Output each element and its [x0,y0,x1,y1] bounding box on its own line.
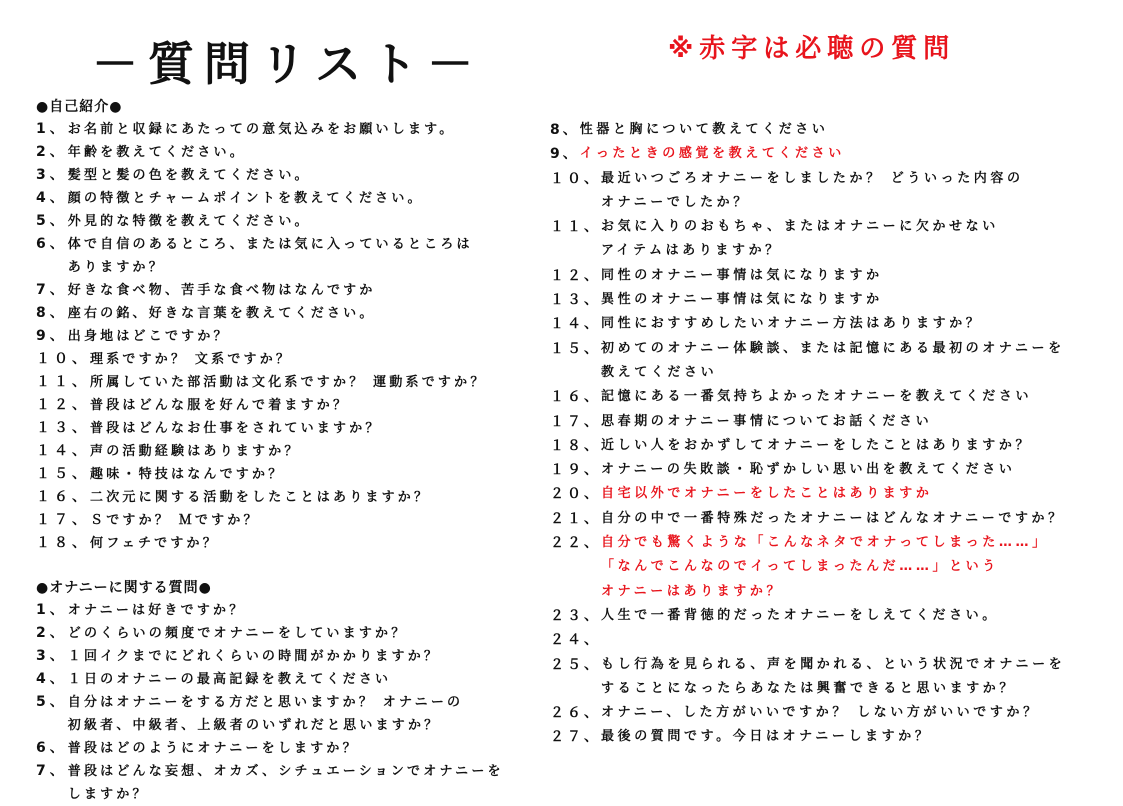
question-text-line: 記憶にある一番気持ちよかったオナニーを教えてください [601,389,1033,405]
question-item [36,348,536,371]
question-text [68,325,230,348]
question-text-line: オナニーは好きですか？ [67,603,246,618]
question-item [550,167,1120,216]
question-number: １６、 [36,489,90,505]
question-text [601,337,1065,386]
question-item [550,288,1120,312]
question-number: ２４、 [550,632,601,649]
question-number: ２７、 [550,729,601,746]
question-number: 2、 [36,625,68,641]
question-text-line: 好きな食べ物、苦手な食べ物はなんですか [67,283,376,298]
question-item [550,628,1120,652]
question-text-line: イったときの感覚を教えてください [579,146,845,162]
question-item [550,264,1120,288]
question-text-line: 初級者、中級者、上級者のいずれだと思いますか？ [67,718,441,733]
question-number: 8、 [36,305,68,321]
question-text-line: 出身地はどこですか？ [67,329,230,344]
question-number: 3、 [36,167,68,183]
question-text-line: 人生で一番背徳的だったオナニーをしえてください。 [601,607,999,623]
question-number: 1、 [36,121,68,137]
question-item [36,509,536,532]
question-text-line: 思春期のオナニー事情についてお話ください [601,413,933,429]
question-text [601,628,609,652]
question-text-line: 理系ですか？ 文系ですか？ [90,352,293,367]
question-text-line: オナニーの失敗談・恥ずかしい思い出を教えてください [601,462,1016,478]
question-number: 7、 [36,763,68,779]
question-text [601,410,932,434]
question-item [550,434,1120,458]
question-item [36,417,536,440]
question-text [68,118,456,141]
question-number: ２５、 [550,656,601,673]
question-number: １４、 [36,443,90,459]
question-item [36,645,536,668]
section-spacer [36,555,536,577]
question-text-line: ありますか？ [67,260,165,275]
question-item [36,118,536,141]
question-number: １３、 [36,420,90,436]
question-text [601,458,1015,482]
question-number: 1、 [36,602,68,618]
question-number: 5、 [36,694,68,710]
question-number: 6、 [36,740,68,756]
question-number: ２６、 [550,705,601,722]
question-number: 4、 [36,671,68,687]
question-text [68,164,311,187]
question-text [601,531,1049,604]
question-text [90,417,382,440]
question-text [601,701,1040,725]
question-text-line: 普段はどのようにオナニーをしますか？ [67,741,359,756]
question-text [68,302,376,325]
question-text [90,509,260,532]
question-text-line: 髪型と髪の色を教えてください。 [67,168,311,183]
question-text-line: 異性のオナニー事情は気になりますか [601,292,883,308]
question-number: １６、 [550,389,601,406]
question-text-line: 所属していた部活動は文化系ですか？ 運動系ですか？ [90,375,487,390]
question-item [36,371,536,394]
question-text [601,167,1024,216]
question-item [550,604,1120,628]
question-text-line: オナニーはありますか？ [601,583,784,599]
question-text-line: 近しい人をおかずしてオナニーをしたことはありますか？ [601,437,1033,453]
question-text-line: 教えてください [601,364,718,380]
question-text-line: オナニー、した方がいいですか？ しない方がいいですか？ [601,705,1040,721]
question-text-line: することになったらあなたは興奮できると思いますか？ [601,680,1017,696]
question-item [36,486,536,509]
question-text [601,725,931,749]
question-text-line: 自分の中で一番特殊だったオナニーはどんなオナニーですか？ [601,510,1065,526]
question-text-line: しますか？ [67,787,149,802]
question-text-line: 最後の質問です。今日はオナニーしますか？ [601,729,932,745]
question-text-line: 初めてのオナニー体験談、または記憶にある最初のオナニーを [601,340,1065,356]
question-text [601,385,1032,409]
question-number: １５、 [36,466,90,482]
question-item [36,210,536,233]
question-item [550,312,1120,336]
question-item [550,410,1120,434]
question-text-line: 最近いつごろオナニーをしましたか？ どういった内容の [601,170,1024,186]
question-text-line: 顔の特徴とチャームポイントを教えてください。 [67,191,424,206]
question-text [580,142,845,166]
question-number: 2、 [36,144,68,160]
question-item [36,302,536,325]
question-text-line: もし行為を見られる、声を聞かれる、という状況でオナニーを [601,656,1066,672]
question-text [68,760,504,806]
masturbation-question-list [36,599,536,806]
question-text-line [601,628,609,652]
question-text-line: Ｓですか？ Ｍですか？ [90,513,260,528]
question-text [68,622,408,645]
question-number: １２、 [550,267,601,284]
question-item [36,668,536,691]
page-title: －質問リスト－ [92,37,484,91]
question-text [601,507,1065,531]
question-text-line: 普段はどんな妄想、オカズ、シチュエーションでオナニーを [67,764,504,779]
question-text [68,691,464,737]
question-text [68,233,473,279]
question-text-line: １日のオナニーの最高記録を教えてください [67,672,392,687]
question-text-line: １回イクまでにどれくらいの時間がかかりますか？ [67,649,441,664]
question-item [550,385,1120,409]
question-item [36,737,536,760]
question-text [68,599,246,622]
question-number: 4、 [36,190,68,206]
question-text-line: 自分でも驚くような「こんなネタでオナってしまった……」 [601,535,1049,551]
question-text [68,187,424,210]
question-number: １７、 [550,413,601,430]
left-column [36,96,536,806]
right-column [550,118,1120,750]
question-item [550,653,1120,702]
question-text [68,645,440,668]
question-number: １９、 [550,462,601,479]
question-text [68,210,311,233]
question-text [601,482,932,506]
question-text [90,348,292,371]
question-number: ２１、 [550,510,601,527]
question-text-line: 座右の銘、好きな言葉を教えてください。 [67,306,376,321]
question-text-line: アイテムはありますか？ [601,243,782,259]
question-number: １８、 [550,437,601,454]
question-text-line: 体で自信のあるところ、または気に入っているところは [67,237,473,252]
question-text-line: 同性におすすめしたいオナニー方法はありますか？ [601,316,983,332]
question-item [36,463,536,486]
question-text [601,653,1065,702]
question-number: ２２、 [550,535,601,552]
question-item [550,701,1120,725]
question-text [90,394,349,417]
question-number: １３、 [550,292,601,309]
question-item [550,215,1120,264]
question-text [601,215,999,264]
question-number: ２０、 [550,486,601,503]
question-item [550,507,1120,531]
question-text-line: 外見的な特徴を教えてください。 [67,214,311,229]
question-text [68,141,246,164]
question-text-line: 自分はオナニーをする方だと思いますか？ オナニーの [67,695,464,710]
question-item [36,233,536,279]
question-number: １０、 [36,351,90,367]
question-text-line: どのくらいの頻度でオナニーをしていますか？ [67,626,408,641]
question-item [36,325,536,348]
question-text-line: 「なんでこんなのでイってしまったんだ……」という [601,559,999,575]
question-item-highlighted [550,482,1120,506]
question-item [36,440,536,463]
question-text [601,264,883,288]
question-text [68,279,376,302]
question-item [36,187,536,210]
question-item [36,599,536,622]
question-item [36,691,536,737]
question-item [36,164,536,187]
question-text-line: 普段はどんなお仕事をされていますか？ [90,421,382,436]
question-number: １４、 [550,316,601,333]
question-number: １５、 [550,340,601,357]
question-number: １８、 [36,535,90,551]
question-number: 7、 [36,282,68,298]
question-item [550,337,1120,386]
question-number: 5、 [36,213,68,229]
section-heading-self-intro: ●自己紹介● [36,99,123,115]
question-item [550,118,1120,142]
question-item [36,622,536,645]
question-item [550,725,1120,749]
question-text-line: 趣味・特技はなんですか？ [90,467,285,482]
question-text [580,118,829,142]
question-item [550,458,1120,482]
question-item-highlighted [550,142,1120,166]
question-text [90,532,219,555]
question-number: ２３、 [550,607,601,624]
question-text-line: 自宅以外でオナニーをしたことはありますか [601,486,933,502]
question-text-line: 性器と胸について教えてください [579,122,829,137]
question-item [36,760,536,806]
question-text-line: 声の活動経験はありますか？ [90,444,301,459]
question-text [90,486,430,509]
question-text [601,604,999,628]
question-text-line: 普段はどんな服を好んで着ますか？ [90,398,350,413]
question-text-line: オナニーでしたか？ [601,194,750,210]
question-text-line: お名前と収録にあたっての意気込みをお願いします。 [67,122,456,137]
masturbation-question-list-continued [550,118,1120,750]
question-item [36,532,536,555]
question-number: 9、 [550,146,580,163]
question-text [90,371,487,394]
self-intro-question-list [36,118,536,555]
question-number: １２、 [36,397,90,413]
question-number: 6、 [36,236,68,252]
question-text-line: 二次元に関する活動をしたことはありますか？ [90,490,431,505]
question-item [36,394,536,417]
question-number: １１、 [36,374,90,390]
question-text [68,737,359,760]
question-number: １７、 [36,512,90,528]
question-item [36,141,536,164]
section-heading-masturbation: ●オナニーに関する質問● [36,580,212,596]
question-text-line: 同性のオナニー事情は気になりますか [601,267,883,283]
question-text-line: お気に入りのおもちゃ、またはオナニーに欠かせない [601,219,999,235]
question-number: 9、 [36,328,68,344]
question-text [601,312,982,336]
question-text [90,440,301,463]
question-text [601,288,883,312]
question-text [68,668,391,691]
question-text-line: 年齢を教えてください。 [67,145,246,160]
question-number: 3、 [36,648,68,664]
question-number: １０、 [550,170,601,187]
question-number: 8、 [550,122,580,138]
question-item [36,279,536,302]
question-text [601,434,1032,458]
question-text [90,463,284,486]
question-item-highlighted [550,531,1120,604]
red-text-note: ※赤字は必聴の質問 [668,34,956,64]
question-number: １１、 [550,219,601,236]
question-text-line: 何フェチですか？ [90,536,219,551]
